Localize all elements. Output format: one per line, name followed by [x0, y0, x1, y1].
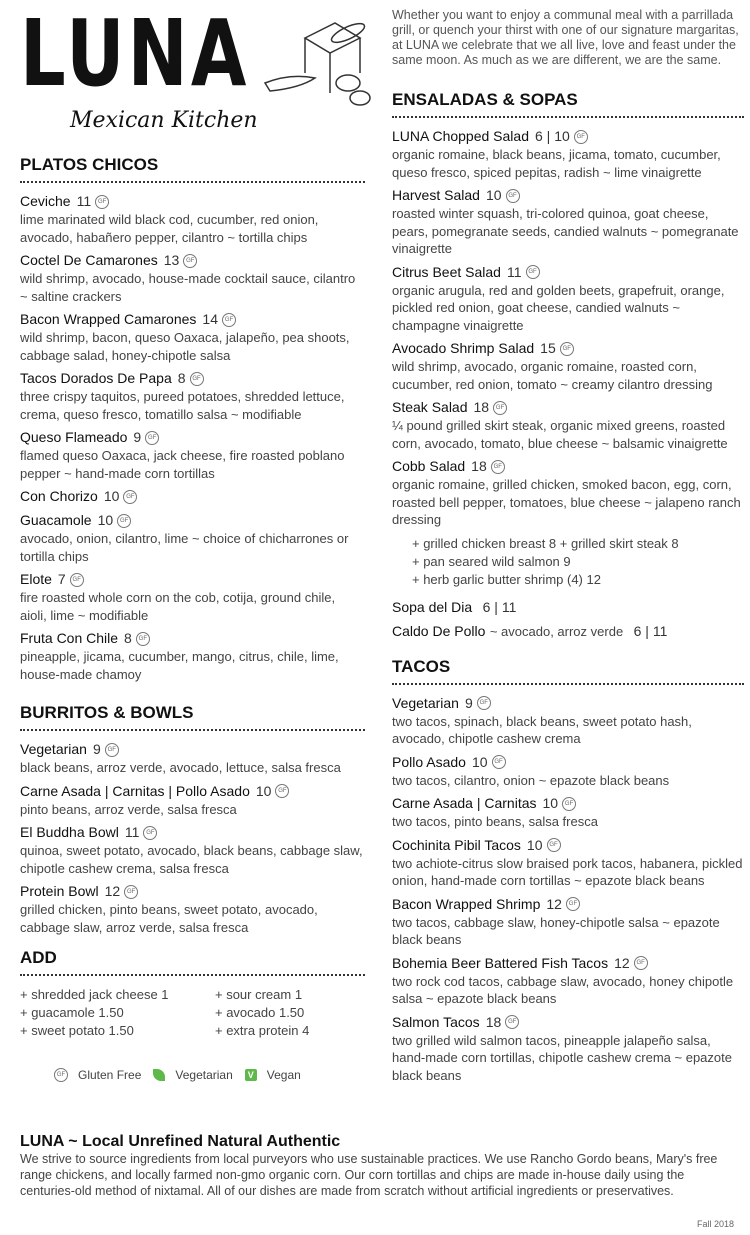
item-name: Sopa del Dia [392, 598, 473, 615]
add-item: + sweet potato 1.50 [20, 1023, 134, 1038]
item-description: organic arugula, red and golden beets, grapefruit, orange, pickled red onion, goat cheese, candied walnuts ~ champagne vinaigrette [392, 282, 725, 333]
item-description: pinto beans, arroz verde, salsa fresca [20, 801, 237, 817]
gluten-free-icon: GF [222, 313, 236, 327]
item-price: 10 [526, 836, 543, 853]
item-name: Protein Bowl [20, 883, 99, 899]
menu-item [20, 370, 365, 423]
section-title-add: ADD [20, 948, 57, 967]
vegetables-illustration [260, 13, 380, 113]
item-price: 12 [614, 954, 630, 971]
gluten-free-icon: GF [117, 514, 131, 528]
menu-item [20, 193, 365, 246]
menu-item [392, 795, 744, 831]
item-name: Vegetarian [392, 694, 459, 711]
item-price: 10 [485, 187, 502, 203]
item-description: wild shrimp, avocado, house-made cocktail sauce, cilantro ~ saltine crackers [20, 271, 356, 304]
footer-title-tagline: Local Unrefined Natural Authentic [82, 1133, 341, 1150]
gluten-free-icon: GF [183, 254, 197, 268]
gluten-free-icon: GF [505, 1015, 519, 1029]
vegetarian-leaf-icon [153, 1069, 165, 1081]
item-description: two achiote-citrus slow braised pork tacos, habanera, pickled onion, hand-made corn tortillas ~ epazote black beans [392, 855, 743, 888]
item-description: two tacos, spinach, black beans, sweet potato hash, avocado, chipotle cashew crema [392, 713, 692, 746]
menu-item-caldo [392, 623, 744, 641]
item-price: 8 [124, 630, 132, 646]
menu-item-sopa [392, 599, 744, 617]
gluten-free-icon: GF [70, 573, 84, 587]
menu-item [392, 837, 744, 890]
item-description: lime marinated wild black cod, cucumber, red onion, avocado, habañero pepper, cilantro ~ tortilla chips [20, 212, 319, 245]
gluten-free-icon: GF [493, 401, 507, 415]
item-description: ¼ pound grilled skirt steak, organic mixed greens, roasted corn, avocado, tomato, blue cheese ~ balsamic vinaigrette [392, 418, 728, 451]
addon-item: + pan seared wild salmon 9 [412, 553, 571, 569]
menu-item [20, 824, 365, 877]
item-name: Harvest Salad [392, 187, 480, 203]
item-name: Elote [20, 571, 52, 587]
add-item: + extra protein 4 [215, 1023, 310, 1038]
gluten-free-icon: GF [145, 431, 159, 445]
section-title-ensaladas: ENSALADAS & SOPAS [392, 90, 578, 109]
menu-item [392, 955, 744, 1008]
item-name: Coctel De Camarones [20, 252, 158, 268]
item-price: 7 [57, 571, 66, 587]
salad-addons [412, 535, 744, 589]
menu-item [20, 311, 365, 364]
item-price: 14 [202, 311, 218, 327]
item-price: 10 [471, 753, 488, 770]
item-price: 18 [471, 458, 487, 474]
item-name: Carne Asada | Carnitas [392, 795, 537, 811]
menu-item [392, 399, 744, 452]
item-price: 6 | 11 [482, 598, 517, 615]
gluten-free-icon: GF [124, 885, 138, 899]
item-name: Vegetarian [20, 741, 87, 757]
item-price: 9 [464, 694, 473, 711]
gluten-free-icon: GF [95, 195, 109, 209]
add-item: + avocado 1.50 [215, 1005, 305, 1020]
gluten-free-icon: GF [477, 696, 491, 710]
section-title-tacos: TACOS [392, 656, 451, 676]
item-name: Cobb Salad [392, 458, 466, 474]
menu-item [20, 741, 365, 777]
item-name: El Buddha Bowl [20, 824, 119, 840]
gluten-free-icon: GF [136, 632, 150, 646]
item-price: 12 [104, 883, 121, 899]
brand-subtitle: Mexican Kitchen [70, 108, 258, 133]
item-price: 11 [76, 193, 92, 209]
gluten-free-icon: GF [275, 784, 289, 798]
item-name: Steak Salad [392, 399, 468, 415]
brand-logo [20, 0, 360, 133]
gluten-free-icon: GF [562, 797, 576, 811]
item-price: 18 [473, 399, 490, 415]
item-description: wild shrimp, avocado, organic romaine, roasted corn, cucumber, red onion, tomato ~ creamy cilantro dressing [392, 359, 713, 392]
gluten-free-icon: GF [143, 826, 157, 840]
gluten-free-icon: GF [506, 189, 520, 203]
footer-title-brand: LUNA [20, 1133, 64, 1150]
item-name: Pollo Asado [392, 753, 466, 770]
section-title-platos: PLATOS CHICOS [20, 155, 159, 174]
legend-vegan-label: Vegan [266, 1068, 301, 1082]
item-price: 18 [485, 1013, 502, 1030]
item-price: 10 [255, 782, 272, 799]
menu-item [392, 128, 744, 181]
gluten-free-icon: GF [560, 342, 574, 356]
gluten-free-icon: GF [190, 372, 204, 386]
item-name: Guacamole [20, 512, 92, 528]
legend [50, 1068, 365, 1082]
gluten-free-icon: GF [123, 490, 137, 504]
item-description: black beans, arroz verde, avocado, lettuce, salsa fresca [20, 760, 341, 775]
item-description: wild shrimp, bacon, queso Oaxaca, jalapeño, pea shoots, cabbage salad, honey-chipotle salsa [20, 330, 350, 363]
add-item: + shredded jack cheese 1 [20, 987, 169, 1002]
addon-item: + grilled chicken breast 8 + grilled skirt steak 8 [412, 535, 679, 551]
divider [20, 181, 365, 183]
menu-item [20, 252, 365, 305]
item-name: LUNA Chopped Salad [392, 128, 529, 144]
item-name: Con Chorizo [20, 488, 98, 504]
menu-item [392, 264, 744, 335]
divider [392, 116, 744, 118]
gluten-free-icon: GF [105, 743, 119, 757]
gluten-free-icon: GF [547, 838, 561, 852]
divider [20, 974, 365, 976]
item-description: pineapple, jicama, cucumber, mango, citrus, chile, lime, house-made chamoy [20, 649, 339, 682]
item-description: organic romaine, black beans, jicama, tomato, cucumber, queso fresco, spiced pepitas, radish ~ lime vinaigrette [392, 147, 721, 180]
item-name: Fruta Con Chile [20, 630, 119, 646]
footer-text: We strive to source ingredients from local purveyors who use sustainable practices. We use Rancho Gordo beans, Mary's free range chickens, and locally farmed non-gmo organic corn. Our corn tortillas and chips are made in-house daily using the centuries-old method of nixtamal. All of our dishes are made from scratch without artificial ingredients or preservatives. [20, 1152, 718, 1198]
item-name: Salmon Tacos [392, 1013, 480, 1030]
gluten-free-icon: GF [526, 265, 540, 279]
menu-item [392, 340, 744, 393]
gluten-free-icon: GF [634, 956, 648, 970]
gluten-free-icon: GF [54, 1068, 68, 1082]
item-description: organic romaine, grilled chicken, smoked bacon, egg, corn, roasted bell pepper, tomatoes, blue cheese ~ jalapeno ranch dressing [392, 477, 741, 527]
item-price: 10 [97, 512, 114, 528]
item-price: 9 [133, 429, 142, 445]
add-item: + guacamole 1.50 [20, 1005, 124, 1020]
footer [20, 1133, 732, 1199]
item-description: grilled chicken, pinto beans, sweet potato, avocado, cabbage slaw, arroz verde, salsa fresca [20, 902, 318, 935]
item-description: fire roasted whole corn on the cob, cotija, ground chile, aioli, lime ~ modifiable [20, 590, 336, 623]
item-price: 15 [540, 340, 556, 356]
menu-item [392, 754, 744, 790]
menu-item [392, 695, 744, 748]
menu-item [20, 488, 365, 506]
gluten-free-icon: GF [491, 460, 505, 474]
menu-item [20, 883, 365, 936]
menu-item [20, 571, 365, 624]
item-description: three crispy taquitos, pureed potatoes, shredded lettuce, crema, queso fresco, tomatillo salsa ~ modifiable [20, 389, 345, 422]
item-price: 12 [546, 895, 562, 912]
item-description: avocado, onion, cilantro, lime ~ choice of chicharrones or tortilla chips [20, 531, 349, 564]
item-extra: ~ avocado, arroz verde [489, 623, 624, 639]
item-price: 6 | 11 [633, 622, 668, 639]
item-name: Bohemia Beer Battered Fish Tacos [392, 954, 609, 971]
item-name: Caldo De Pollo [392, 622, 486, 639]
item-name: Avocado Shrimp Salad [392, 340, 535, 356]
gluten-free-icon: GF [492, 755, 506, 769]
item-name: Bacon Wrapped Camarones [20, 311, 197, 327]
item-price: 8 [177, 370, 186, 386]
footer-title: LUNA ~ Local Unrefined Natural Authentic [20, 1133, 341, 1150]
menu-item [392, 187, 744, 258]
item-price: 11 [124, 824, 140, 840]
menu-item [392, 458, 744, 529]
item-description: two tacos, cilantro, onion ~ epazote black beans [392, 772, 670, 788]
brand-name: LUNA [20, 0, 250, 107]
item-name: Bacon Wrapped Shrimp [392, 895, 541, 912]
item-price: 6 | 10 [535, 128, 570, 144]
menu-item [20, 512, 365, 565]
menu-item [392, 1014, 744, 1085]
item-price: 10 [542, 795, 559, 811]
item-name: Tacos Dorados De Papa [20, 370, 172, 386]
add-list [20, 986, 365, 1040]
menu-item [20, 630, 365, 683]
legend-veg-label: Vegetarian [175, 1068, 233, 1082]
vegan-icon: V [245, 1069, 257, 1081]
divider [392, 683, 744, 685]
addon-item: + herb garlic butter shrimp (4) 12 [412, 571, 601, 587]
item-name: Carne Asada | Carnitas | Pollo Asado [20, 782, 250, 799]
gluten-free-icon: GF [566, 897, 580, 911]
item-description: two rock cod tacos, cabbage slaw, avocado, honey chipotle salsa ~ epazote black beans [392, 973, 734, 1006]
add-item: + sour cream 1 [215, 987, 303, 1002]
divider [20, 729, 365, 731]
item-description: flamed queso Oaxaca, jack cheese, fire roasted poblano pepper ~ hand-made corn tortillas [20, 448, 345, 481]
item-price: 13 [163, 252, 180, 268]
item-description: two tacos, cabbage slaw, honey-chipotle salsa ~ epazote black beans [392, 914, 720, 947]
item-price: 9 [92, 741, 101, 757]
legend-gf-label: Gluten Free [78, 1068, 142, 1082]
menu-item [20, 783, 365, 819]
item-name: Ceviche [20, 193, 71, 209]
item-price: 11 [506, 263, 522, 280]
intro-text: Whether you want to enjoy a communal meal with a parrillada grill, or quench your thirst with one of our signature margaritas, at LUNA we celebrate that we all live, love and feast under the same moon. As much as we are different, we are the same. [392, 8, 739, 67]
item-name: Cochinita Pibil Tacos [392, 836, 521, 853]
menu-item [20, 429, 365, 482]
section-title-burritos: BURRITOS & BOWLS [20, 703, 194, 722]
gluten-free-icon: GF [574, 130, 588, 144]
item-description: two grilled wild salmon tacos, pineapple jalapeño salsa, hand-made corn tortillas, chipotle cashew crema ~ epazote black beans [392, 1032, 732, 1083]
item-description: two tacos, pinto beans, salsa fresca [392, 814, 598, 829]
menu-item [392, 896, 744, 949]
item-price: 10 [103, 488, 120, 504]
item-description: quinoa, sweet potato, avocado, black beans, cabbage slaw, chipotle cashew crema, salsa fresca [20, 843, 363, 876]
item-name: Queso Flameado [20, 429, 128, 445]
item-description: roasted winter squash, tri-colored quinoa, goat cheese, pears, pomegranate seeds, candied walnuts ~ pomegranate vinaigrette [392, 206, 739, 256]
season-label: Fall 2018 [696, 1219, 734, 1229]
item-name: Citrus Beet Salad [392, 263, 501, 280]
